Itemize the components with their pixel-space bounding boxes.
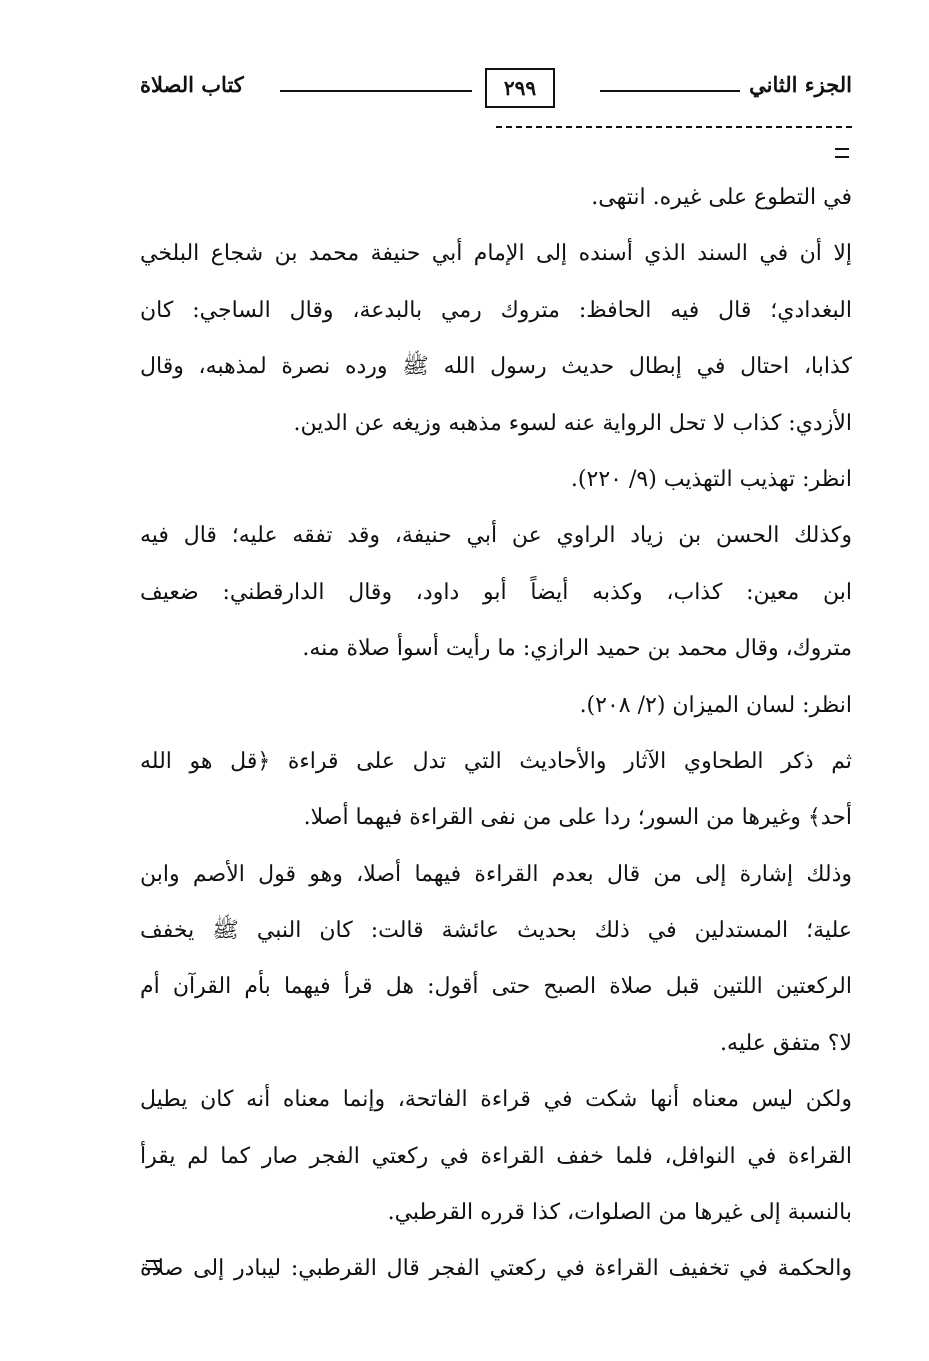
- text-line: والحكمة في تخفيف القراءة في ركعتي الفجر قال القرطبي: ليبادر إلى صلاة: [140, 1256, 852, 1282]
- running-header: [140, 66, 852, 116]
- footnote-body: [140, 170, 852, 1298]
- text-line: ولكن ليس معناه أنها شكت في قراءة الفاتحة، وإنما معناه أنه كان يطيل: [140, 1087, 852, 1113]
- text-line: إلا أن في السند الذي أسنده إلى الإمام أبي حنيفة محمد بن شجاع البلخي: [140, 241, 852, 267]
- text-line: وكذلك الحسن بن زياد الراوي عن أبي حنيفة، وقد تفقه عليه؛ قال فيه: [140, 523, 852, 549]
- page-number-box: [485, 68, 555, 108]
- continuation-mark-top: [835, 148, 849, 158]
- text-line: البغدادي؛ قال فيه الحافظ: متروك رمي بالبدعة، وقال الساجي: كان: [140, 297, 852, 323]
- text-line: أحد﴾ وغيرها من السور؛ ردا على من نفى القراءة فيهما أصلا.: [303, 805, 852, 831]
- text-line: ابن معين: كذاب، وكذبه أيضاً أبو داود، وقال الدارقطني: ضعيف: [140, 579, 852, 605]
- continuation-mark-bottom: [146, 1260, 160, 1270]
- text-line: كذابا، احتال في إبطال حديث رسول الله ﷺ ورده نصرة لمذهبه، وقال: [140, 354, 852, 380]
- page-number: ٢٩٩: [503, 76, 537, 100]
- text-line: الركعتين اللتين قبل صلاة الصبح حتى أقول: هل قرأ فيهما بأم القرآن أم: [140, 974, 852, 1000]
- text-line: انظر: تهذيب التهذيب (٩/ ٢٢٠).: [570, 466, 852, 492]
- text-line: علية؛ المستدلين في ذلك بحديث عائشة قالت: كان النبي ﷺ يخفف: [140, 918, 852, 944]
- text-line: متروك، وقال محمد بن حميد الرازي: ما رأيت أسوأ صلاة منه.: [302, 636, 852, 662]
- text-line: في التطوع على غيره. انتهى.: [591, 185, 852, 210]
- part-title: الجزء الثاني: [749, 72, 852, 97]
- text-line: ثم ذكر الطحاوي الآثار والأحاديث التي تدل على قراءة ﴿قل هو الله: [140, 748, 853, 774]
- footnote-separator: [496, 126, 852, 128]
- text-line: وذلك إشارة إلى من قال بعدم القراءة فيهما أصلا، وهو قول الأصم وابن: [140, 861, 852, 887]
- header-rule-right: [600, 90, 740, 92]
- text-line: بالنسبة إلى غيرها من الصلوات، كذا قرره القرطبي.: [387, 1200, 852, 1226]
- text-line: الأزدي: كذاب لا تحل الرواية عنه لسوء مذهبه وزيغه عن الدين.: [293, 410, 852, 436]
- text-line: انظر: لسان الميزان (٢/ ٢٠٨).: [579, 692, 852, 718]
- book-title: كتاب الصلاة: [140, 72, 244, 97]
- header-rule-left: [280, 90, 472, 92]
- text-line: القراءة في النوافل، فلما خفف القراءة في ركعتي الفجر صار كما لم يقرأ: [140, 1143, 852, 1169]
- text-line: لا؟ متفق عليه.: [720, 1030, 852, 1056]
